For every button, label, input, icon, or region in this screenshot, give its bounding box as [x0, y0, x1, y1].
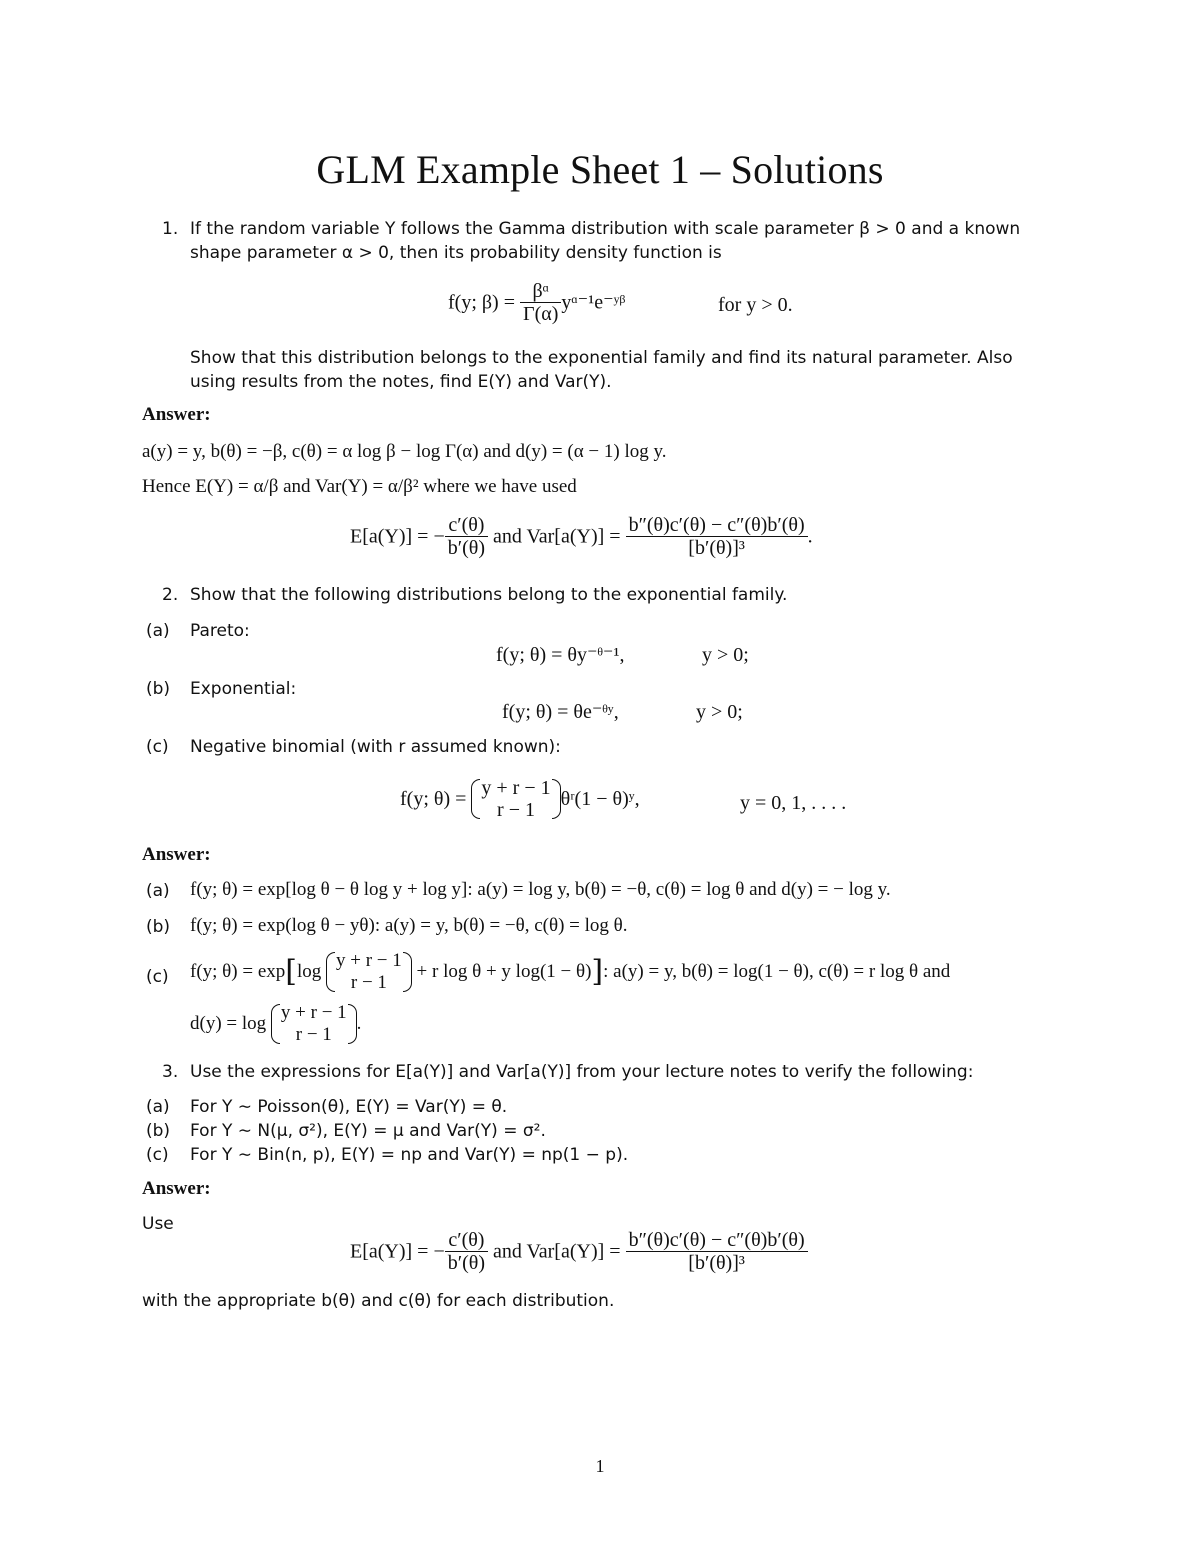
q3-c-text: For Y ∼ Bin(n, p), E(Y) = np and Var(Y) = np(1 − p). [190, 1145, 629, 1165]
a2-c2-top: y + r − 1 [280, 1002, 347, 1023]
q1-line2: shape parameter α > 0, then its probability density function is [190, 243, 722, 263]
q1-pdf-lhs: f(y; β) = [448, 291, 515, 314]
a2-c-formula [190, 950, 950, 994]
a3-e-num: c′(θ) [445, 1229, 488, 1252]
a3-equation [350, 1229, 808, 1274]
a3-use: Use [142, 1214, 174, 1234]
q2-c-bottom: r − 1 [497, 799, 535, 821]
answer-2-label: Answer: [142, 844, 211, 865]
q3-b-text: For Y ∼ N(μ, σ²), E(Y) = μ and Var(Y) = σ². [190, 1121, 546, 1141]
q1-pdf [448, 280, 625, 325]
a2-a-label: (a) [146, 881, 170, 901]
q1-pdf-condition: for y > 0. [718, 294, 793, 316]
a2-c-bottom: r − 1 [350, 972, 387, 993]
a2-c-line2 [190, 1002, 361, 1046]
page-title: GLM Example Sheet 1 – Solutions [316, 147, 884, 192]
q2-c-binomial [471, 777, 560, 821]
q3-intro: Use the expressions for E[a(Y)] and Var[a(Y)] from your lecture notes to verify the following: [190, 1062, 974, 1082]
page-number: 1 [595, 1456, 605, 1476]
q2-a-name: Pareto: [190, 621, 250, 641]
a2-c2-bottom: r − 1 [295, 1024, 332, 1045]
q2-b-condition: y > 0; [696, 701, 743, 723]
q2-c-name: Negative binomial (with r assumed known): [190, 737, 561, 757]
a3-e-lhs: E[a(Y)] = − [350, 1240, 445, 1263]
a1-equation [350, 514, 813, 559]
a2-c-label: (c) [146, 967, 169, 987]
q1-pdf-fraction [520, 280, 561, 325]
a3-v-num: b″(θ)c′(θ) − c″(θ)b′(θ) [626, 1229, 808, 1252]
q2-c-top: y + r − 1 [481, 777, 551, 799]
q3-a-label: (a) [146, 1097, 170, 1117]
a2-c-open-bracket: [ [285, 954, 297, 989]
q1-line4: using results from the notes, find E(Y) and Var(Y). [190, 372, 612, 392]
a1-e-fraction [445, 514, 488, 559]
a2-c-tail: : a(y) = y, b(θ) = log(1 − θ), c(θ) = r log θ and [603, 961, 951, 982]
q2-c-rest: θʳ(1 − θ)ʸ, [560, 788, 640, 810]
a2-b-text: f(y; θ) = exp(log θ − yθ): a(y) = y, b(θ) = −θ, c(θ) = log θ. [190, 915, 628, 936]
a2-c-binomial [326, 950, 412, 994]
q1-pdf-num: βᵅ [520, 280, 561, 303]
q2-a-formula: f(y; θ) = θy⁻ᶿ⁻¹, [496, 644, 625, 666]
answer-3-label: Answer: [142, 1178, 211, 1199]
a2-c2-end: . [356, 1013, 362, 1034]
a1-v-fraction [626, 514, 808, 559]
a3-mid: and Var[a(Y)] = [493, 1240, 621, 1263]
a1-line2: Hence E(Y) = α/β and Var(Y) = α/β² where we have used [142, 476, 577, 497]
q2-b-label: (b) [146, 679, 171, 699]
a3-e-den: b′(θ) [447, 1252, 486, 1274]
q1-line1: If the random variable Y follows the Gamma distribution with scale parameter β > 0 and a known [190, 219, 1021, 239]
a1-e-den: b′(θ) [447, 537, 486, 559]
a2-c-post: + r log θ + y log(1 − θ) [416, 961, 592, 982]
a3-v-fraction [626, 1229, 808, 1274]
q2-c-condition: y = 0, 1, . . . . [740, 792, 847, 814]
q1-pdf-rest: yᵅ⁻¹e⁻ʸᵝ [561, 291, 626, 314]
a2-b-label: (b) [146, 917, 171, 937]
a1-end: . [807, 525, 813, 548]
q3-number: 3. [162, 1062, 179, 1082]
a2-c2-pre: d(y) = log [190, 1013, 267, 1034]
a2-c-log: log [296, 961, 322, 982]
q3-b-label: (b) [146, 1121, 171, 1141]
a3-closing: with the appropriate b(θ) and c(θ) for each distribution. [142, 1291, 615, 1311]
q2-intro: Show that the following distributions belong to the exponential family. [190, 585, 788, 605]
q2-c-formula [400, 777, 640, 821]
a3-v-den: [b′(θ)]³ [688, 1252, 745, 1274]
a1-line1: a(y) = y, b(θ) = −β, c(θ) = α log β − log Γ(α) and d(y) = (α − 1) log y. [142, 441, 667, 462]
q2-b-formula: f(y; θ) = θe⁻ᶿʸ, [502, 701, 619, 723]
a2-c-pre: f(y; θ) = exp [190, 961, 286, 982]
q1-line3: Show that this distribution belongs to the exponential family and find its natural parameter. Also [190, 348, 1013, 368]
a2-c-top: y + r − 1 [336, 950, 402, 971]
a1-v-num: b″(θ)c′(θ) − c″(θ)b′(θ) [626, 514, 808, 537]
q3-c-label: (c) [146, 1145, 169, 1165]
q2-b-name: Exponential: [190, 679, 297, 699]
a3-e-fraction [445, 1229, 488, 1274]
answer-1-label: Answer: [142, 404, 211, 425]
a2-c-close-bracket: ] [591, 954, 604, 989]
a1-e-num: c′(θ) [445, 514, 488, 537]
q2-a-label: (a) [146, 621, 170, 641]
q1-number: 1. [162, 219, 179, 239]
q2-c-lhs: f(y; θ) = [400, 788, 467, 810]
a1-mid: and Var[a(Y)] = [493, 525, 621, 548]
q2-c-label: (c) [146, 737, 169, 757]
a2-a-text: f(y; θ) = exp[log θ − θ log y + log y]: a(y) = log y, b(θ) = −θ, c(θ) = log θ and d(y) = − log y. [190, 879, 891, 900]
a1-e-lhs: E[a(Y)] = − [350, 525, 445, 548]
a2-c2-binomial [271, 1002, 357, 1046]
q1-pdf-den: Γ(α) [523, 303, 559, 325]
q3-a-text: For Y ∼ Poisson(θ), E(Y) = Var(Y) = θ. [190, 1097, 508, 1117]
q2-number: 2. [162, 585, 179, 605]
a1-v-den: [b′(θ)]³ [688, 537, 745, 559]
q2-a-condition: y > 0; [702, 644, 749, 666]
